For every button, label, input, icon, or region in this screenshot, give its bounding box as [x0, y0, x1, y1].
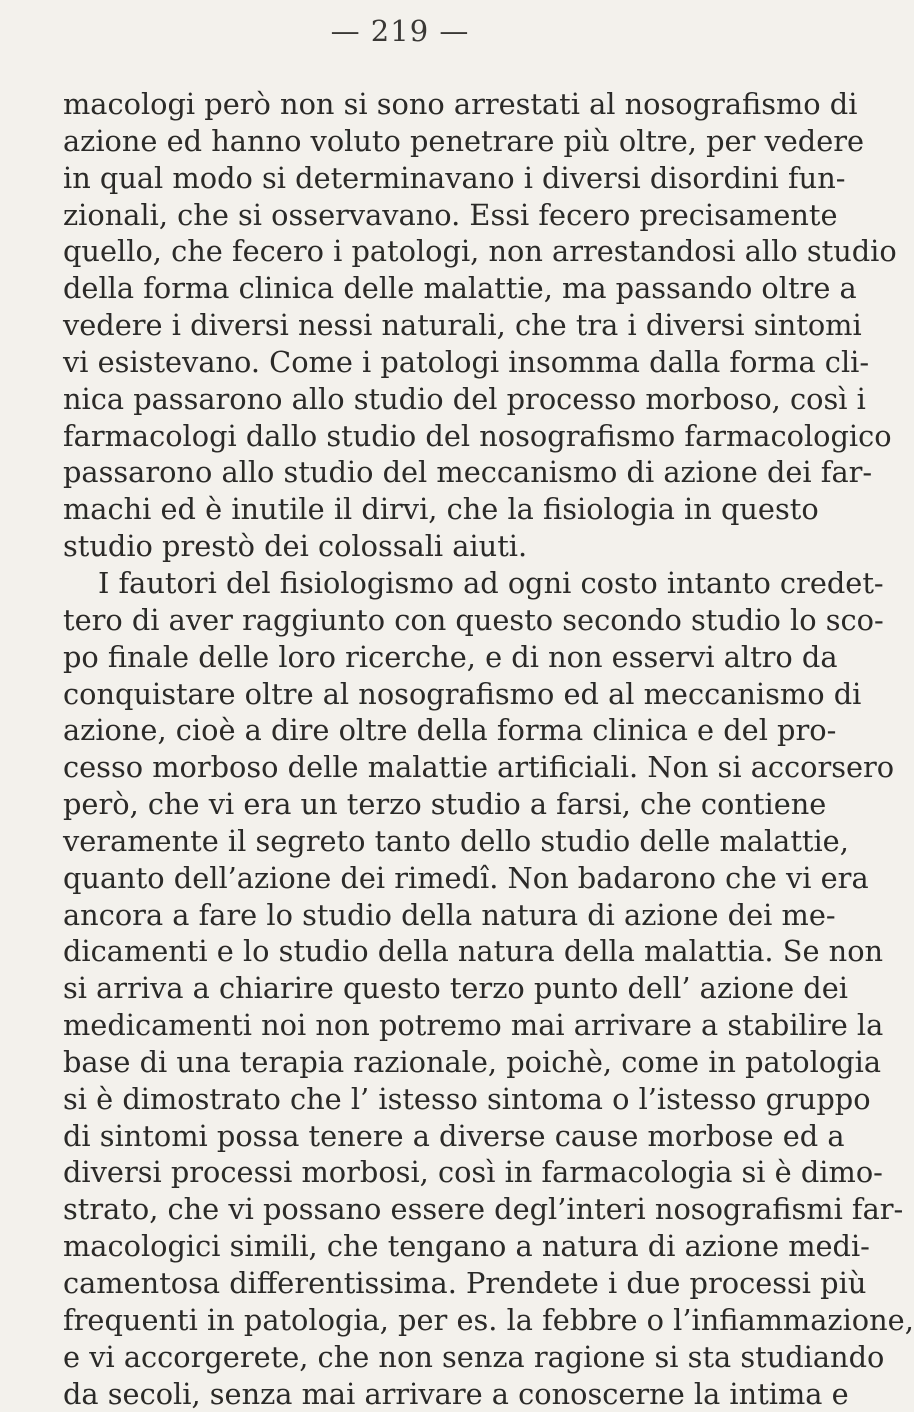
text-line: macologici simili, che tengano a natura di azione medi-	[63, 1229, 870, 1264]
text-line: frequenti in patologia, per es. la febbre o l’infiammazione,	[63, 1302, 914, 1337]
text-line: azione ed hanno voluto penetrare più oltre, per vedere	[63, 123, 865, 158]
text-line: quanto dell’azione dei rimedî. Non badarono che vi era	[63, 860, 869, 895]
text-line: nica passarono allo studio del processo morboso, così i	[63, 381, 866, 416]
text-line: della forma clinica delle malattie, ma passando oltre a	[63, 271, 857, 306]
text-line: base di una terapia razionale, poichè, come in patologia	[63, 1044, 881, 1079]
text-line: medicamenti noi non potremo mai arrivare a stabilire la	[63, 1008, 884, 1043]
text-line: ancora a fare lo studio della natura di azione dei me-	[63, 897, 836, 932]
text-line: conquistare oltre al nosografismo ed al meccanismo di	[63, 676, 862, 711]
body-text	[63, 86, 914, 1412]
text-line: macologi però non si sono arrestati al nosografismo di	[63, 87, 858, 121]
text-line: veramente il segreto tanto dello studio delle malattie,	[63, 823, 849, 858]
text-line: azione, cioè a dire oltre della forma clinica e del pro-	[63, 713, 837, 748]
text-line: strato, che vi possano essere degl’interi nosografismi far-	[63, 1192, 904, 1227]
text-line: di sintomi possa tenere a diverse cause morbose ed a	[63, 1118, 845, 1153]
text-line: tero di aver raggiunto con questo secondo studio lo sco-	[63, 602, 884, 637]
text-line: si arriva a chiarire questo terzo punto dell’ azione dei	[63, 971, 848, 1006]
text-line: da secoli, senza mai arrivare a conoscerne la intima e	[63, 1376, 849, 1411]
text-line: zionali, che si osservavano. Essi fecero precisamente	[63, 197, 838, 232]
text-line: camentosa differentissima. Prendete i due processi più	[63, 1266, 867, 1300]
text-line: e vi accorgerete, che non senza ragione si sta studiando	[63, 1339, 885, 1374]
text-line: vedere i diversi nessi naturali, che tra i diversi sintomi	[63, 308, 862, 343]
text-line: machi ed è inutile il dirvi, che la fisiologia in questo	[63, 492, 819, 527]
text-line: I fautori del fisiologismo ad ogni costo intanto credet-	[98, 565, 884, 600]
text-line: cesso morboso delle malattie artificiali. Non si accorsero	[63, 750, 895, 785]
text-line: dicamenti e lo studio della natura della malattia. Se non	[63, 934, 884, 969]
text-line: in qual modo si determinavano i diversi disordini fun-	[63, 160, 846, 195]
text-line: quello, che fecero i patologi, non arrestandosi allo studio	[63, 234, 897, 269]
text-line: vi esistevano. Come i patologi insomma dalla forma cli-	[63, 344, 870, 379]
text-line: diversi processi morbosi, così in farmacologia si è dimo-	[63, 1155, 883, 1190]
text-line: po finale delle loro ricerche, e di non esservi altro da	[63, 639, 838, 674]
text-line: però, che vi era un terzo studio a farsi, che contiene	[63, 787, 827, 822]
text-line: farmacologi dallo studio del nosografismo farmacologico	[63, 418, 892, 453]
text-line: si è dimostrato che l’ istesso sintoma o l’istesso gruppo	[63, 1081, 871, 1116]
text-line: studio prestò dei colossali aiuti.	[63, 529, 528, 564]
page-number-header: — 219 —	[330, 14, 470, 48]
text-line: passarono allo studio del meccanismo di azione dei far-	[63, 455, 873, 490]
